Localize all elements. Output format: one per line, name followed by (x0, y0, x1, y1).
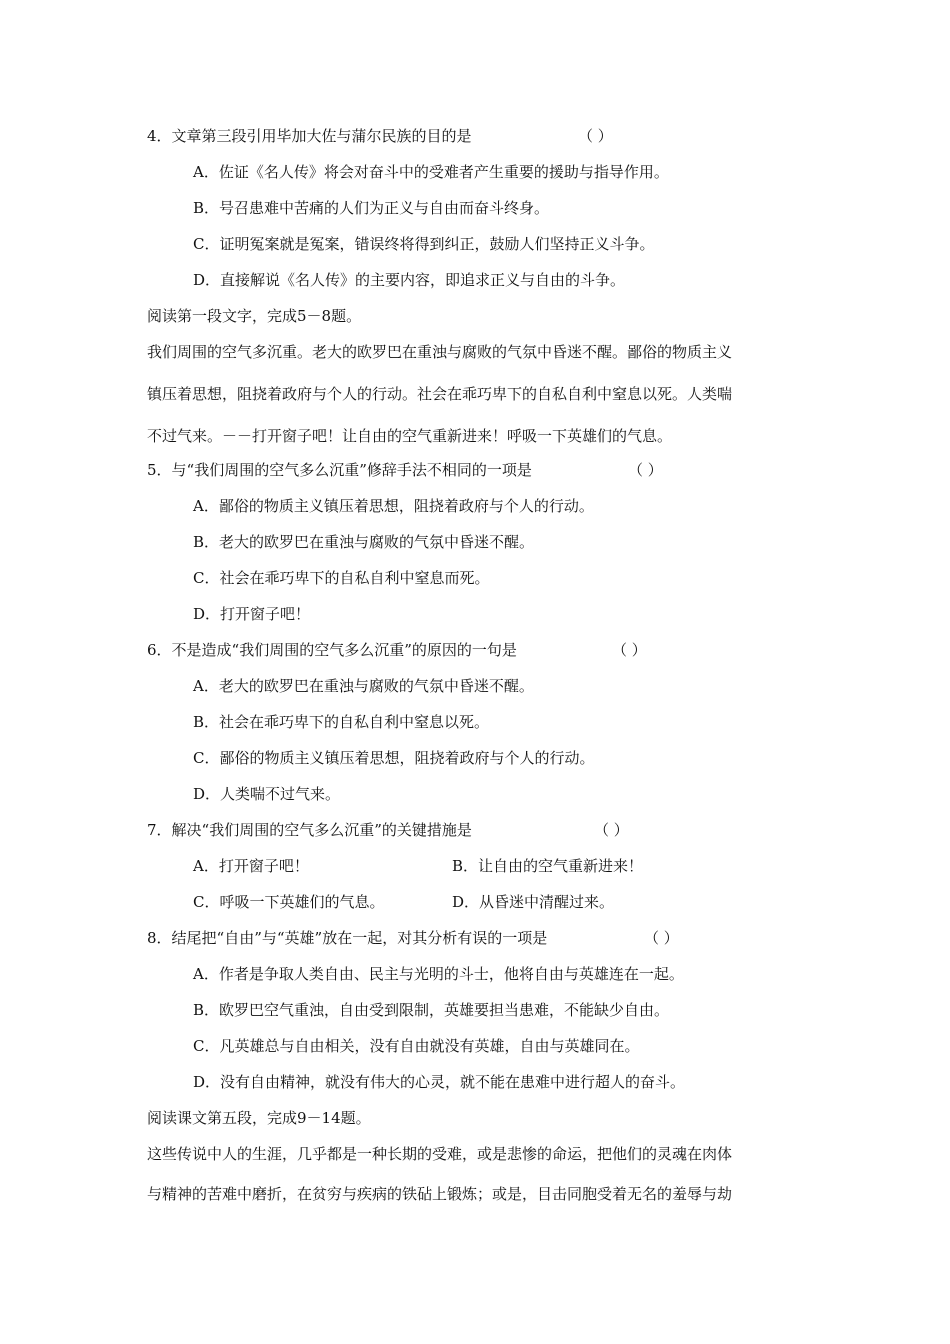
q4-option-b: B．号召患难中苦痛的人们为正义与自由而奋斗终身。 (193, 199, 550, 217)
q5-option-a: A．鄙俗的物质主义镇压着思想，阻挠着政府与个人的行动。 (193, 497, 594, 515)
q8-stem: 8．结尾把“自由”与“英雄”放在一起，对其分析有误的一项是 (147, 929, 548, 947)
section2-instruction: 阅读课文第五段，完成9－14题。 (147, 1109, 371, 1127)
q8-option-c: C．凡英雄总与自由相关，没有自由就没有英雄，自由与英雄同在。 (193, 1037, 640, 1055)
q4-option-c: C．证明冤案就是冤案，错误终将得到纠正，鼓励人们坚持正义斗争。 (193, 235, 655, 253)
q5-option-d: D．打开窗子吧！ (193, 605, 311, 623)
q5-stem: 5．与“我们周围的空气多么沉重”修辞手法不相同的一项是 (147, 461, 532, 479)
q4-option-d: D．直接解说《名人传》的主要内容，即追求正义与自由的斗争。 (193, 271, 626, 289)
section1-passage-line-1: 我们周围的空气多沉重。老大的欧罗巴在重浊与腐败的气氛中昏迷不醒。鄙俗的物质主义 (147, 343, 733, 361)
section1-passage-line-2: 镇压着思想，阻挠着政府与个人的行动。社会在乖巧卑下的自私自利中窒息以死。人类喘 (147, 385, 733, 403)
q8-option-b: B．欧罗巴空气重浊，自由受到限制，英雄要担当患难，不能缺少自由。 (193, 1001, 670, 1019)
section1-passage-line-3: 不过气来。－－打开窗子吧！让自由的空气重新进来！呼吸一下英雄们的气息。 (147, 427, 673, 445)
q5-option-b: B．老大的欧罗巴在重浊与腐败的气氛中昏迷不醒。 (193, 533, 535, 551)
q4-option-a: A．佐证《名人传》将会对奋斗中的受难者产生重要的援助与指导作用。 (193, 163, 669, 181)
q6-option-d: D．人类喘不过气来。 (193, 785, 341, 803)
section1-instruction: 阅读第一段文字，完成5－8题。 (147, 307, 362, 325)
q6-answer-paren: （ ） (612, 641, 647, 659)
q6-option-a: A．老大的欧罗巴在重浊与腐败的气氛中昏迷不醒。 (193, 677, 534, 695)
q6-option-c: C．鄙俗的物质主义镇压着思想，阻挠着政府与个人的行动。 (193, 749, 595, 767)
q7-option-c: C．呼吸一下英雄们的气息。 (193, 893, 385, 911)
q7-answer-paren: （ ） (594, 821, 629, 839)
q7-option-a: A．打开窗子吧！ (193, 857, 309, 875)
q8-option-a: A．作者是争取人类自由、民主与光明的斗士，他将自由与英雄连在一起。 (193, 965, 684, 983)
q4-stem: 4．文章第三段引用毕加大佐与蒲尔民族的目的是 (147, 127, 472, 145)
q5-answer-paren: （ ） (628, 461, 663, 479)
q8-answer-paren: （ ） (644, 929, 679, 947)
section2-passage-line-1: 这些传说中人的生涯，几乎都是一种长期的受难，或是悲惨的命运，把他们的灵魂在肉体 (147, 1145, 733, 1163)
q5-option-c: C．社会在乖巧卑下的自私自利中窒息而死。 (193, 569, 490, 587)
q6-stem: 6．不是造成“我们周围的空气多么沉重”的原因的一句是 (147, 641, 517, 659)
q7-option-b: B．让自由的空气重新进来！ (452, 857, 644, 875)
q8-option-d: D．没有自由精神，就没有伟大的心灵，就不能在患难中进行超人的奋斗。 (193, 1073, 686, 1091)
section2-passage-line-2: 与精神的苦难中磨折，在贫穷与疾病的铁砧上锻炼；或是，目击同胞受着无名的羞辱与劫 (147, 1185, 733, 1203)
q6-option-b: B．社会在乖巧卑下的自私自利中窒息以死。 (193, 713, 490, 731)
q4-answer-paren: （ ） (578, 127, 613, 145)
q7-stem: 7．解决“我们周围的空气多么沉重”的关键措施是 (147, 821, 472, 839)
q7-option-d: D．从昏迷中清醒过来。 (452, 893, 615, 911)
